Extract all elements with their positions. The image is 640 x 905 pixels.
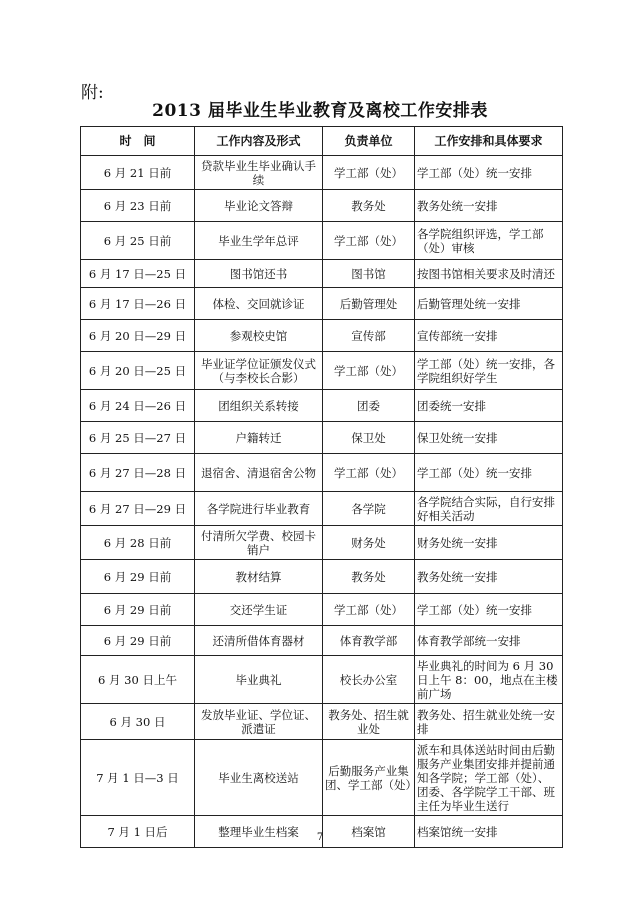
table-row — [81, 740, 563, 816]
table-row — [81, 190, 563, 222]
cell-time: 6 月 29 日前 — [81, 560, 195, 594]
cell-requirements: 保卫处统一安排 — [415, 422, 563, 454]
cell-time: 6 月 17 日—26 日 — [81, 288, 195, 320]
cell-content: 退宿舍、清退宿舍公物 — [195, 454, 323, 492]
cell-content: 交还学生证 — [195, 594, 323, 626]
table-row — [81, 222, 563, 260]
cell-department: 档案馆 — [323, 816, 415, 848]
table-row — [81, 492, 563, 526]
cell-content: 团组织关系转接 — [195, 390, 323, 422]
cell-time: 6 月 25 日前 — [81, 222, 195, 260]
cell-department: 学工部（处） — [323, 594, 415, 626]
table-row — [81, 320, 563, 352]
cell-time: 6 月 30 日上午 — [81, 656, 195, 704]
cell-requirements: 派车和具体送站时间由后勤服务产业集团安排并提前通知各学院；学工部（处）、团委、各学院学工干部、班主任为毕业生送行 — [415, 740, 563, 816]
cell-requirements: 学工部（处）统一安排 — [415, 156, 563, 190]
cell-requirements: 档案馆统一安排 — [415, 816, 563, 848]
table-row — [81, 626, 563, 656]
cell-requirements: 教务处统一安排 — [415, 560, 563, 594]
cell-requirements: 毕业典礼的时间为 6 月 30 日上午 8：00，地点在主楼前广场 — [415, 656, 563, 704]
cell-time: 6 月 27 日—29 日 — [81, 492, 195, 526]
cell-department: 体育教学部 — [323, 626, 415, 656]
table-row — [81, 560, 563, 594]
cell-department: 学工部（处） — [323, 156, 415, 190]
cell-content: 贷款毕业生毕业确认手续 — [195, 156, 323, 190]
cell-time: 6 月 21 日前 — [81, 156, 195, 190]
cell-content: 户籍转迁 — [195, 422, 323, 454]
cell-time: 7 月 1 日后 — [81, 816, 195, 848]
cell-department: 教务处 — [323, 560, 415, 594]
cell-time: 6 月 17 日—25 日 — [81, 260, 195, 288]
cell-requirements: 宣传部统一安排 — [415, 320, 563, 352]
cell-content: 还清所借体育器材 — [195, 626, 323, 656]
table-row — [81, 390, 563, 422]
cell-department: 学工部（处） — [323, 454, 415, 492]
table-row — [81, 352, 563, 390]
cell-content: 教材结算 — [195, 560, 323, 594]
cell-department: 财务处 — [323, 526, 415, 560]
cell-time: 6 月 25 日—27 日 — [81, 422, 195, 454]
cell-department: 学工部（处） — [323, 352, 415, 390]
cell-requirements: 财务处统一安排 — [415, 526, 563, 560]
cell-requirements: 各学院结合实际，自行安排好相关活动 — [415, 492, 563, 526]
document-title: 2013 届毕业生毕业教育及离校工作安排表 — [152, 101, 488, 121]
cell-time: 6 月 28 日前 — [81, 526, 195, 560]
cell-time: 6 月 20 日—29 日 — [81, 320, 195, 352]
cell-department: 后勤管理处 — [323, 288, 415, 320]
cell-requirements: 学工部（处）统一安排 — [415, 594, 563, 626]
cell-department: 校长办公室 — [323, 656, 415, 704]
cell-time: 6 月 20 日—25 日 — [81, 352, 195, 390]
cell-content: 毕业典礼 — [195, 656, 323, 704]
cell-requirements: 学工部（处）统一安排，各学院组织好学生 — [415, 352, 563, 390]
page-number: 7 — [316, 832, 324, 843]
cell-time: 6 月 24 日—26 日 — [81, 390, 195, 422]
cell-department: 教务处 — [323, 190, 415, 222]
cell-requirements: 各学院组织评选，学工部（处）审核 — [415, 222, 563, 260]
cell-time: 6 月 27 日—28 日 — [81, 454, 195, 492]
cell-requirements: 团委统一安排 — [415, 390, 563, 422]
cell-requirements: 教务处统一安排 — [415, 190, 563, 222]
cell-department: 教务处、招生就业处 — [323, 704, 415, 740]
cell-content: 体检、交回就诊证 — [195, 288, 323, 320]
cell-department: 保卫处 — [323, 422, 415, 454]
cell-content: 图书馆还书 — [195, 260, 323, 288]
table-row — [81, 526, 563, 560]
cell-time: 6 月 29 日前 — [81, 594, 195, 626]
table-row — [81, 454, 563, 492]
cell-time: 7 月 1 日—3 日 — [81, 740, 195, 816]
cell-department: 图书馆 — [323, 260, 415, 288]
table-row — [81, 156, 563, 190]
cell-requirements: 按图书馆相关要求及时清还 — [415, 260, 563, 288]
header-requirements: 工作安排和具体要求 — [415, 127, 563, 156]
table-row — [81, 594, 563, 626]
cell-content: 发放毕业证、学位证、派遣证 — [195, 704, 323, 740]
table-row — [81, 288, 563, 320]
cell-department: 宣传部 — [323, 320, 415, 352]
table-header-row — [81, 127, 563, 156]
cell-department: 各学院 — [323, 492, 415, 526]
cell-content: 整理毕业生档案 — [195, 816, 323, 848]
cell-time: 6 月 23 日前 — [81, 190, 195, 222]
table-row — [81, 422, 563, 454]
cell-time: 6 月 30 日 — [81, 704, 195, 740]
header-time: 时 间 — [81, 127, 195, 156]
cell-content: 毕业论文答辩 — [195, 190, 323, 222]
cell-content: 参观校史馆 — [195, 320, 323, 352]
appendix-label: 附: — [81, 83, 104, 103]
cell-content: 毕业证学位证颁发仪式（与李校长合影） — [195, 352, 323, 390]
cell-requirements: 教务处、招生就业处统一安排 — [415, 704, 563, 740]
cell-requirements: 体育教学部统一安排 — [415, 626, 563, 656]
table-row — [81, 260, 563, 288]
cell-requirements: 学工部（处）统一安排 — [415, 454, 563, 492]
cell-content: 毕业生学年总评 — [195, 222, 323, 260]
cell-content: 付清所欠学费、校园卡销户 — [195, 526, 323, 560]
cell-time: 6 月 29 日前 — [81, 626, 195, 656]
cell-department: 学工部（处） — [323, 222, 415, 260]
header-department: 负责单位 — [323, 127, 415, 156]
cell-content: 各学院进行毕业教育 — [195, 492, 323, 526]
table-row — [81, 656, 563, 704]
schedule-table — [80, 126, 563, 848]
cell-requirements: 后勤管理处统一安排 — [415, 288, 563, 320]
cell-department: 团委 — [323, 390, 415, 422]
cell-content: 毕业生离校送站 — [195, 740, 323, 816]
cell-department: 后勤服务产业集团、学工部（处） — [323, 740, 415, 816]
header-content: 工作内容及形式 — [195, 127, 323, 156]
table-row — [81, 704, 563, 740]
